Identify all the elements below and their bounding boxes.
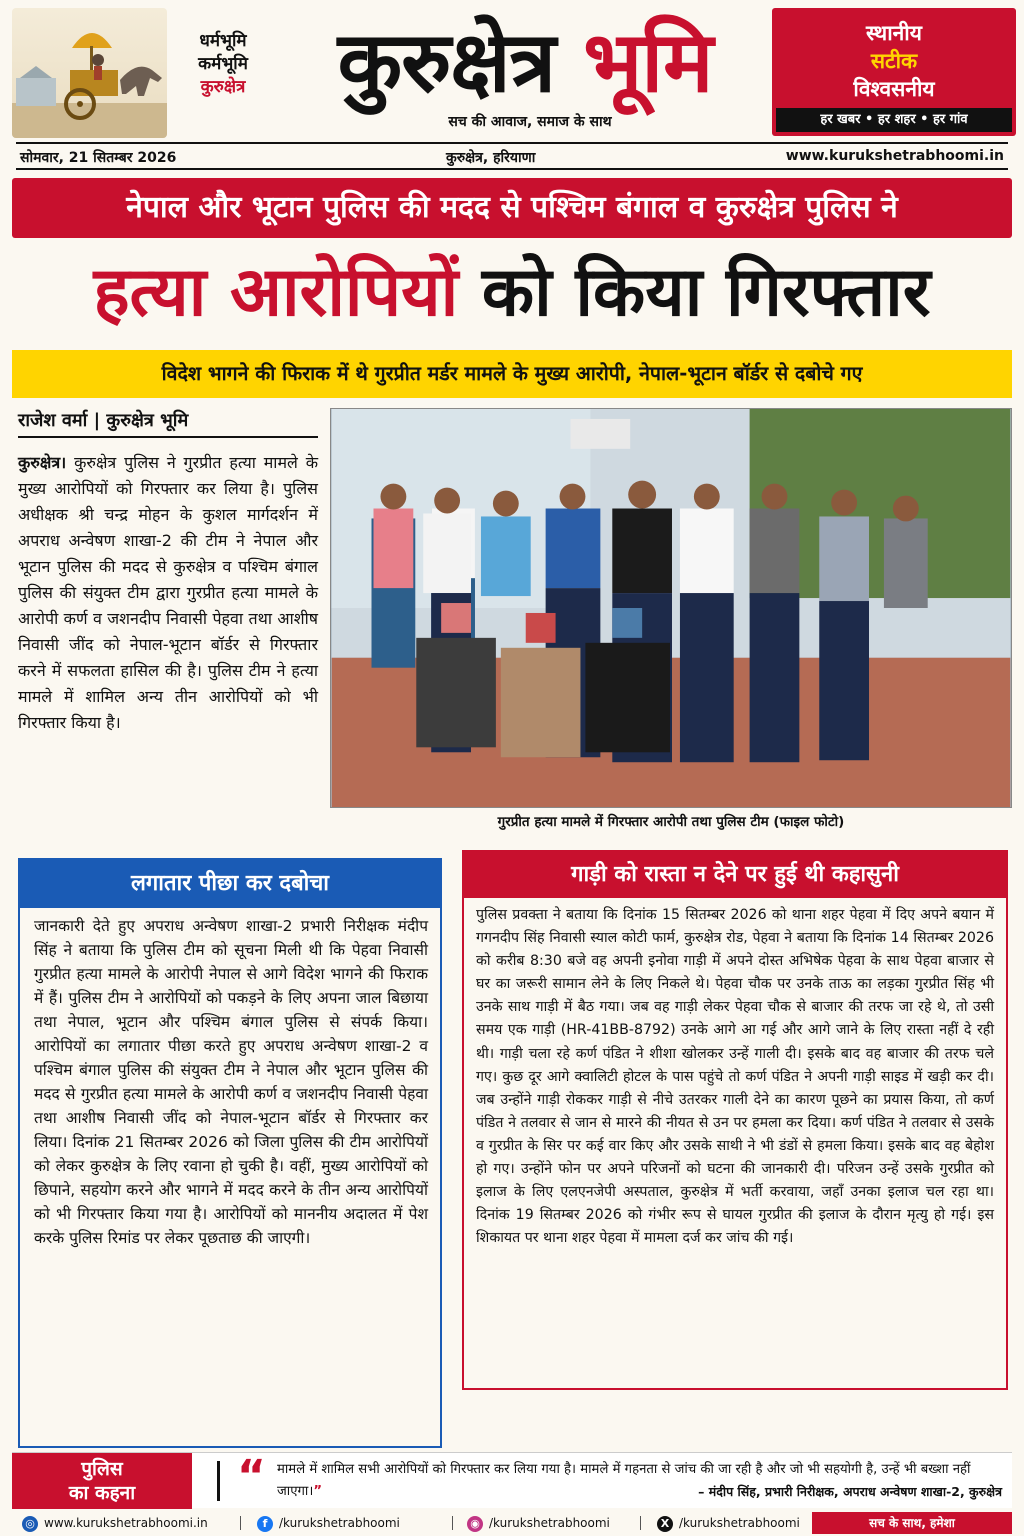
quote-body: मामले में शामिल सभी आरोपियों को गिरफ्तार कर लिया गया है। मामले में गहनता से जांच की जा रही है और जो भी सहयोगी है, उन्हें भी बख्शा नहीं जाएगा। (277, 1462, 971, 1499)
police-team-photo (331, 409, 1011, 807)
byline: राजेश वर्मा | कुरुक्षेत्र भूमि (18, 408, 318, 438)
footer-facebook[interactable] (257, 1512, 400, 1534)
main-headline-red: हत्या आरोपियों (93, 253, 459, 332)
masthead-logo-illustration (12, 8, 167, 138)
quote-open-mark-icon: “ (237, 1451, 266, 1502)
intro-dateline: कुरुक्षेत्र। (18, 453, 67, 472)
tagline-line-3: कुरुक्षेत्र (200, 77, 246, 97)
promo-strip: हर खबर • हर शहर • हर गांव (776, 108, 1012, 132)
footer-separator (640, 1516, 641, 1530)
news-photo (330, 408, 1012, 808)
footer-separator (240, 1516, 241, 1530)
headline-deck: विदेश भागने की फिराक में थे गुरप्रीत मर्डर मामले के मुख्य आरोपी, नेपाल-भूटान बॉर्डर से दबोचे गए (12, 350, 1012, 398)
globe-icon: ◎ (22, 1516, 38, 1532)
website-link[interactable]: www.kurukshetrabhoomi.in (785, 148, 1004, 164)
right-story-body: पुलिस प्रवक्ता ने बताया कि दिनांक 15 सितम्बर 2026 को थाना शहर पेहवा में दिए अपने बयान में गगनदीप सिंह निवासी स्याल कोटी फार्म, कुरुक्षेत्र रोड, पेहवा ने बताया कि दिनांक 14 सितम्बर 2026 को करीब 8:30 बजे वह अपनी इनोवा गाड़ी में अपने दोस्त अभिषेक पेहवा के साथ पेहवा बाजार से घर का जरूरी सामान लेने के लिए निकले थे। पेहवा चौक पर उनके ताऊ का लड़का गुरप्रीत सिंह भी उनके साथ गाड़ी में बैठ गया। जब वह गाड़ी लेकर पेहवा चौक से बाजार की तरफ जा रहे थे, तो उसी समय एक गाड़ी (HR-41BB-8792) उनके आगे आ गई और आगे जाने के लिए रास्ता नहीं दे रही थी। गाड़ी चला रहे कर्ण पंडित ने शीशा खोलकर उन्हें गाली दी। इसके बाद वह बाजार की तरफ चले गए। कुछ दूर आगे क्वालिटी होटल के पास पहुंचे तो कर्ण पंडित ने अपनी गाड़ी साइड में खड़ी कर दी। जब उन्होंने गाड़ी रोककर गाड़ी से नीचे उतरकर गाली देने का कारण पूछने का प्रयास किया, तो कर्ण पंडित ने तलवार से जान से मारने की नीयत से उन पर हमला कर दिया। कर्ण पंडित ने तलवार से उसके व गुरप्रीत के सिर पर कई वार किए और उसके साथी ने भी डंडों से हमला किया। इसके बाद वह बेहोश हो गए। उन्होंने फोन पर अपने परिजनों को घटना की जानकारी दी। परिजन उन्हें उसके गुरप्रीत को इलाज के लिए एलएनजेपी अस्पताल, कुरुक्षेत्र में भर्ती करवाया, जहाँ उनका इलाज चल रहा था। दिनांक 19 सितम्बर 2026 को गंभीर रूप से घायल गुरप्रीत की इलाज के दौरान मृत्यु हो गई। इस शिकायत पर थाना शहर पेहवा में मामला दर्ज कर जांच की गई। (476, 907, 994, 1247)
x-icon: X (657, 1516, 673, 1532)
tagline-line-2: कर्मभूमि (198, 54, 248, 74)
footer-bar (12, 1512, 1012, 1534)
newspaper-subtagline: सच की आवाज, समाज के साथ (448, 114, 612, 130)
police-quote-box (12, 1452, 1012, 1508)
footer-x-text: /kurukshetrabhoomi (679, 1516, 800, 1530)
main-headline-black: को किया गिरफ्तार (481, 253, 931, 332)
intro-paragraph (18, 450, 318, 736)
facebook-icon: f (257, 1516, 273, 1532)
tagline-line-1: धर्मभूमि (199, 31, 247, 51)
footer-web[interactable] (22, 1512, 208, 1534)
quote-close-mark-icon: ” (313, 1484, 323, 1499)
left-story-heading: लगातार पीछा कर दबोचा (20, 860, 440, 908)
left-story-box (18, 858, 442, 1448)
quote-label-line-2: का कहना (68, 1482, 136, 1504)
promo-word-1: स्थानीय (866, 21, 922, 45)
quote-attribution: – मंदीप सिंह, प्रभारी निरीक्षक, अपराध अन्वेषण शाखा-2, कुरुक्षेत्र (698, 1484, 1002, 1499)
chariot-illustration (12, 8, 167, 138)
footer-instagram-text: /kurukshetrabhoomi (489, 1516, 610, 1530)
main-headline (12, 245, 1012, 340)
dateline-bar (16, 142, 1008, 170)
quote-label (12, 1453, 192, 1509)
quote-divider (217, 1461, 220, 1501)
intro-text: कुरुक्षेत्र पुलिस ने गुरप्रीत हत्या मामले के मुख्य आरोपियों को गिरफ्तार कर लिया है। पुलिस अधीक्षक श्री चन्द्र मोहन के कुशल मार्गदर्शन में अपराध अन्वेषण शाखा-2 की टीम ने नेपाल और भूटान पुलिस की मदद से कुरुक्षेत्र व पश्चिम बंगाल पुलिस की संयुक्त टीम द्वारा गुरप्रीत हत्या मामले के आरोपी कर्ण व जशनदीप निवासी पेहवा तथा आशीष निवासी जींद को नेपाल-भूटान बॉर्डर से गिरफ्तार करने में सफलता हासिल की है। पुलिस टीम ने हत्या मामले में शामिल अन्य तीन आरोपियों को भी गिरफ्तार किया है। (18, 453, 318, 732)
masthead-tagline (168, 30, 278, 99)
promo-word-3: विश्वसनीय (853, 77, 935, 101)
issue-date: सोमवार, 21 सितम्बर 2026 (20, 150, 177, 166)
newspaper-title (285, 12, 765, 112)
footer-facebook-text: /kurukshetrabhoomi (279, 1516, 400, 1530)
footer-web-text: www.kurukshetrabhoomi.in (44, 1516, 208, 1530)
left-story-body: जानकारी देते हुए अपराध अन्वेषण शाखा-2 प्रभारी निरीक्षक मंदीप सिंह ने बताया कि पुलिस टीम को सूचना मिली थी कि पेहवा निवासी गुरप्रीत हत्या मामले के आरोपी नेपाल से आगे विदेश भागने की फिराक में हैं। पुलिस टीम ने आरोपियों को पकड़ने के लिए अपना जाल बिछाया तथा नेपाल, भूटान और पश्चिम बंगाल पुलिस से संपर्क किया। आरोपियों का लगातार पीछा करते हुए अपराध अन्वेषण शाखा-2 व पश्चिम बंगाल पुलिस की संयुक्त टीम ने नेपाल और भूटान पुलिस की मदद से गुरप्रीत हत्या मामले के आरोपी कर्ण व जशनदीप निवासी पेहवा तथा आशीष निवासी जींद को नेपाल-भूटान बॉर्डर से गिरफ्तार कर लिया। दिनांक 21 सितम्बर 2026 को जिला पुलिस की टीम आरोपियों को लेकर कुरुक्षेत्र के लिए रवाना हो चुकी है। वहीं, मुख्य आरोपियों को छिपाने, सहयोग करने और भागने में मदद करने के तीन अन्य आरोपियों को भी गिरफ्तार किया गया है। आरोपियों को माननीय अदालत में पेश करके पुलिस रिमांड पर लेकर पूछताछ की जाएगी। (34, 917, 428, 1247)
right-story-heading: गाड़ी को रास्ता न देने पर हुई थी कहासुनी (464, 852, 1006, 898)
title-part-2: भूमि (583, 13, 713, 111)
promo-word-2: सटीक (870, 49, 918, 73)
footer-slogan: सच के साथ, हमेशा (812, 1512, 1012, 1534)
masthead-promo-box (772, 8, 1016, 136)
footer-instagram[interactable] (467, 1512, 610, 1534)
headline-kicker: नेपाल और भूटान पुलिस की मदद से पश्चिम बंगाल व कुरुक्षेत्र पुलिस ने (12, 178, 1012, 238)
photo-caption: गुरप्रीत हत्या मामले में गिरफ्तार आरोपी तथा पुलिस टीम (फाइल फोटो) (497, 814, 845, 830)
quote-label-line-1: पुलिस (81, 1458, 123, 1480)
title-part-1: कुरुक्षेत्र (337, 13, 556, 111)
footer-separator (452, 1516, 453, 1530)
footer-x[interactable] (657, 1512, 800, 1534)
issue-place: कुरुक्षेत्र, हरियाणा (446, 150, 536, 166)
right-story-box (462, 850, 1008, 1390)
instagram-icon: ◉ (467, 1516, 483, 1532)
